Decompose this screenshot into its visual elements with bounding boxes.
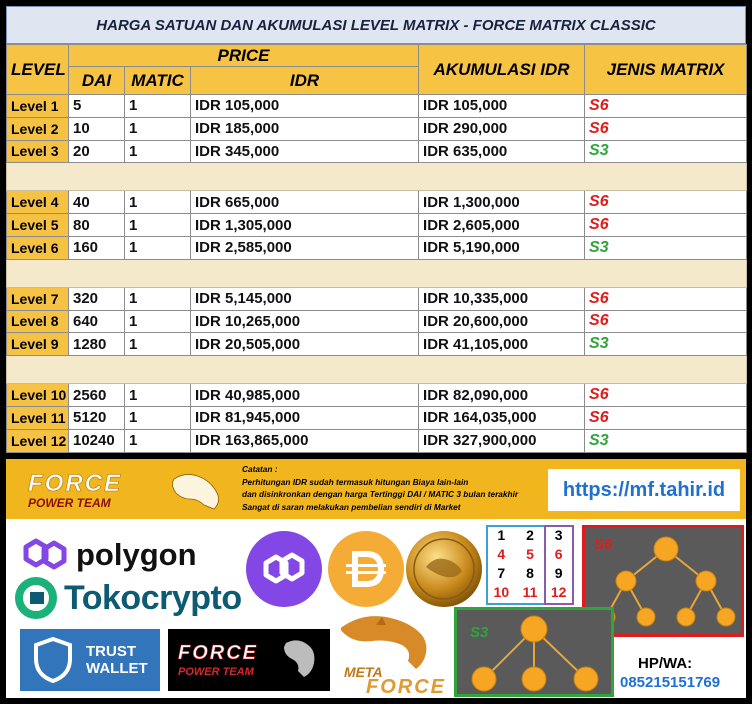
level-number: 1 — [497, 527, 506, 543]
contact-phone[interactable]: 085215151769 — [620, 674, 721, 691]
jenis-matrix-cell: S3 — [585, 140, 747, 163]
polygon-wordmark: polygon — [76, 537, 197, 572]
table-row — [7, 310, 747, 333]
idr-cell: IDR 185,000 — [191, 117, 419, 140]
table-row — [7, 191, 747, 214]
jenis-matrix-cell: S6 — [585, 287, 747, 310]
header-matic: MATIC — [125, 67, 191, 95]
akumulasi-cell: IDR 105,000 — [419, 95, 585, 118]
level-number: 8 — [526, 565, 534, 581]
level-number: 10 — [493, 584, 510, 600]
matic-coin-icon — [244, 529, 324, 609]
akumulasi-cell: IDR 5,190,000 — [419, 236, 585, 259]
idr-cell: IDR 40,985,000 — [191, 384, 419, 407]
matic-cell: 1 — [125, 333, 191, 356]
level-cell: Level 9 — [7, 333, 69, 356]
notes-block — [242, 463, 546, 517]
table-row — [7, 384, 747, 407]
header-level: LEVEL — [7, 45, 69, 95]
level-number: 3 — [554, 527, 563, 543]
jenis-matrix-cell: S3 — [585, 333, 747, 356]
idr-cell: IDR 163,865,000 — [191, 429, 419, 452]
jenis-matrix-cell: S6 — [585, 384, 747, 407]
notes-line: dan disinkronkan dengan harga Tertinggi DAI / MATIC 3 bulan terakhir — [242, 489, 519, 499]
force-power-team-logo — [24, 467, 239, 513]
meta-text: META — [344, 664, 383, 680]
jenis-matrix-cell: S6 — [585, 191, 747, 214]
table-row — [7, 406, 747, 429]
website-link[interactable]: https://mf.tahir.id — [562, 478, 726, 501]
meta-force-logo — [336, 607, 458, 695]
idr-cell: IDR 345,000 — [191, 140, 419, 163]
header-dai: DAI — [69, 67, 125, 95]
jenis-matrix-cell: S6 — [585, 310, 747, 333]
level-number: 11 — [522, 584, 538, 600]
group-separator — [7, 259, 747, 287]
website-link-box[interactable] — [548, 469, 740, 511]
table-row — [7, 95, 747, 118]
level-number: 12 — [550, 584, 567, 600]
dai-cell: 320 — [69, 287, 125, 310]
akumulasi-cell: IDR 41,105,000 — [419, 333, 585, 356]
jenis-matrix-cell: S6 — [585, 406, 747, 429]
jenis-matrix-cell: S6 — [585, 117, 747, 140]
level-cell: Level 2 — [7, 117, 69, 140]
cheetah-icon — [284, 640, 314, 677]
dai-cell: 80 — [69, 214, 125, 237]
table-row — [7, 333, 747, 356]
dai-coin-icon — [326, 529, 406, 609]
idr-cell: IDR 665,000 — [191, 191, 419, 214]
dai-cell: 5 — [69, 95, 125, 118]
s3-matrix-diagram — [454, 607, 614, 697]
page-title: HARGA SATUAN DAN AKUMULASI LEVEL MATRIX - FORCE MATRIX CLASSIC — [6, 6, 746, 44]
level-number: 9 — [554, 565, 563, 581]
force-power-team-logo-dark — [168, 629, 330, 691]
table-row — [7, 236, 747, 259]
table-row — [7, 429, 747, 452]
dai-cell: 5120 — [69, 406, 125, 429]
dai-cell: 10 — [69, 117, 125, 140]
power-team-logo-text: POWER TEAM — [28, 496, 111, 510]
polygon-logo-icon — [20, 533, 70, 575]
matic-cell: 1 — [125, 140, 191, 163]
level-number: 4 — [497, 546, 506, 562]
level-cell: Level 4 — [7, 191, 69, 214]
table-row — [7, 140, 747, 163]
notes-heading: Catatan : — [242, 464, 278, 474]
jenis-matrix-cell: S3 — [585, 429, 747, 452]
level-number-grid — [487, 526, 573, 602]
jenis-matrix-cell: S6 — [585, 95, 747, 118]
akumulasi-cell: IDR 10,335,000 — [419, 287, 585, 310]
s6-label: S6 — [594, 536, 613, 553]
dai-cell: 20 — [69, 140, 125, 163]
s3-label: S3 — [470, 624, 489, 641]
matic-cell: 1 — [125, 406, 191, 429]
trust-wallet-text: TRUST — [86, 643, 136, 660]
idr-cell: IDR 2,585,000 — [191, 236, 419, 259]
idr-cell: IDR 10,265,000 — [191, 310, 419, 333]
cheetah-icon — [172, 474, 218, 509]
trust-wallet-text: WALLET — [86, 660, 148, 677]
matic-cell: 1 — [125, 95, 191, 118]
level-cell: Level 5 — [7, 214, 69, 237]
info-strip — [6, 457, 746, 519]
matic-cell: 1 — [125, 191, 191, 214]
level-cell: Level 1 — [7, 95, 69, 118]
matic-cell: 1 — [125, 429, 191, 452]
tokocrypto-logo-icon — [12, 575, 62, 621]
level-cell: Level 11 — [7, 406, 69, 429]
trust-wallet-logo — [20, 629, 160, 691]
dai-cell: 2560 — [69, 384, 125, 407]
contact-label: HP/WA: — [638, 655, 693, 672]
force-gold-coin-icon — [404, 527, 484, 611]
header-price: PRICE — [69, 45, 419, 67]
akumulasi-cell: IDR 1,300,000 — [419, 191, 585, 214]
akumulasi-cell: IDR 327,900,000 — [419, 429, 585, 452]
level-number: 6 — [554, 546, 563, 562]
level-number: 7 — [497, 565, 506, 581]
akumulasi-cell: IDR 20,600,000 — [419, 310, 585, 333]
tokocrypto-wordmark: Tokocrypto — [64, 579, 242, 617]
infographic — [6, 6, 746, 698]
jenis-matrix-cell: S3 — [585, 236, 747, 259]
trust-wallet-shield-icon — [30, 635, 76, 685]
idr-cell: IDR 81,945,000 — [191, 406, 419, 429]
jenis-matrix-cell: S6 — [585, 214, 747, 237]
meta-force-text: FORCE — [366, 676, 446, 695]
akumulasi-cell: IDR 635,000 — [419, 140, 585, 163]
dai-cell: 1280 — [69, 333, 125, 356]
akumulasi-cell: IDR 2,605,000 — [419, 214, 585, 237]
idr-cell: IDR 5,145,000 — [191, 287, 419, 310]
level-cell: Level 3 — [7, 140, 69, 163]
level-number: 2 — [526, 527, 534, 543]
force-logo-text: FORCE — [28, 470, 122, 497]
matic-cell: 1 — [125, 384, 191, 407]
dai-cell: 640 — [69, 310, 125, 333]
header-idr: IDR — [191, 67, 419, 95]
logo-panel — [6, 519, 746, 698]
power-team-logo-text: POWER TEAM — [178, 666, 254, 678]
level-cell: Level 8 — [7, 310, 69, 333]
header-akumulasi: AKUMULASI IDR — [419, 45, 585, 95]
level-cell: Level 6 — [7, 236, 69, 259]
level-cell: Level 12 — [7, 429, 69, 452]
level-cell: Level 7 — [7, 287, 69, 310]
table-row — [7, 214, 747, 237]
idr-cell: IDR 20,505,000 — [191, 333, 419, 356]
group-separator — [7, 163, 747, 191]
level-number: 5 — [526, 546, 534, 562]
matic-cell: 1 — [125, 117, 191, 140]
level-cell: Level 10 — [7, 384, 69, 407]
dai-cell: 160 — [69, 236, 125, 259]
level-matrix-table — [6, 44, 747, 453]
akumulasi-cell: IDR 164,035,000 — [419, 406, 585, 429]
force-logo-text: FORCE — [178, 642, 258, 664]
matic-cell: 1 — [125, 214, 191, 237]
idr-cell: IDR 1,305,000 — [191, 214, 419, 237]
akumulasi-cell: IDR 82,090,000 — [419, 384, 585, 407]
idr-cell: IDR 105,000 — [191, 95, 419, 118]
akumulasi-cell: IDR 290,000 — [419, 117, 585, 140]
matic-cell: 1 — [125, 310, 191, 333]
group-separator — [7, 356, 747, 384]
matic-cell: 1 — [125, 236, 191, 259]
table-row — [7, 117, 747, 140]
header-jenis-matrix: JENIS MATRIX — [585, 45, 747, 95]
dai-cell: 10240 — [69, 429, 125, 452]
dai-cell: 40 — [69, 191, 125, 214]
notes-line: Perhitungan IDR sudah termasuk hitungan Biaya lain-lain — [242, 476, 469, 487]
notes-line: Sangat di saran melakukan pembelian sendiri di Market — [242, 501, 461, 512]
matic-cell: 1 — [125, 287, 191, 310]
table-row — [7, 287, 747, 310]
